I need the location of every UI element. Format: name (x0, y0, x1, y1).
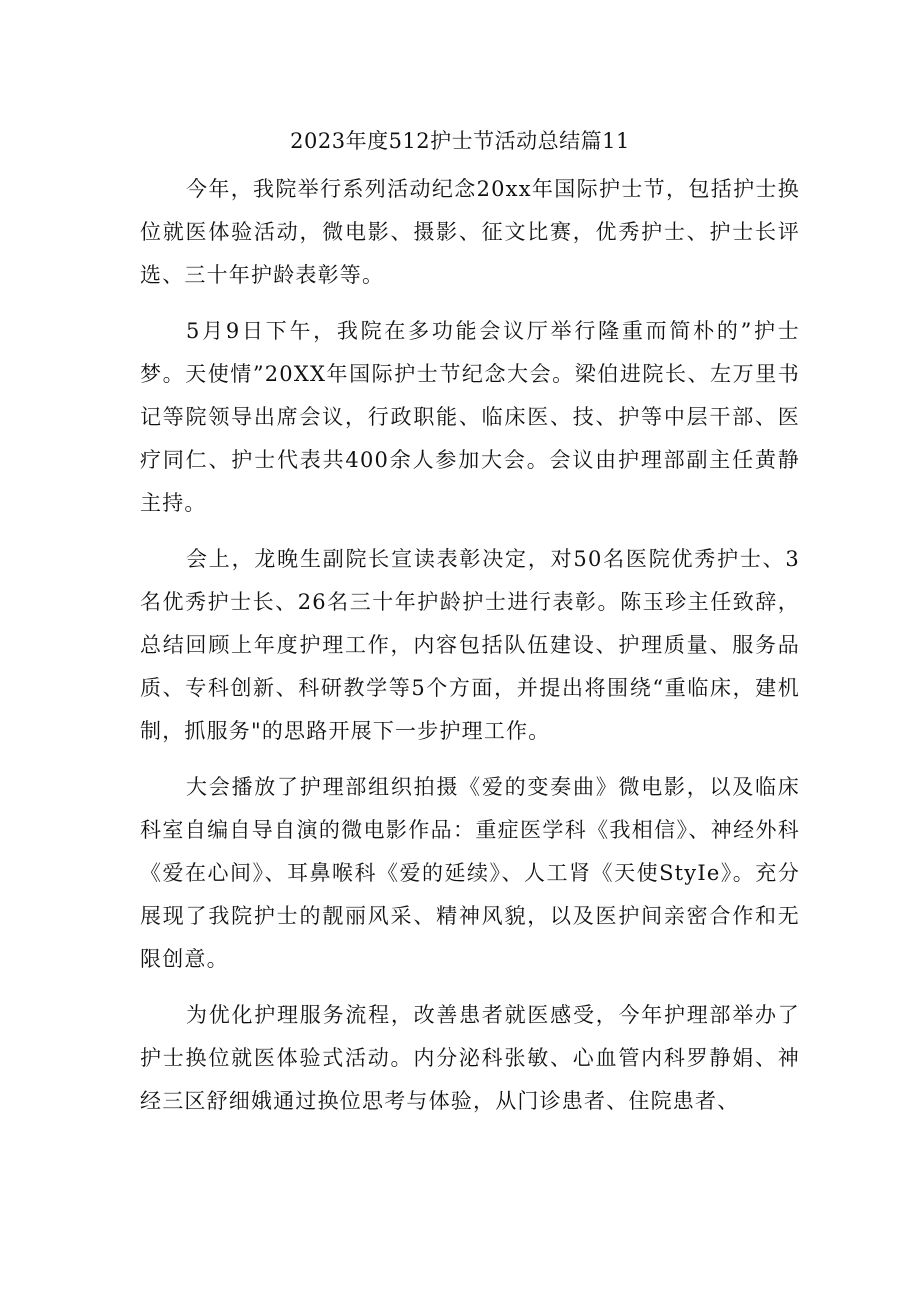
document-title: 2023年度512护士节活动总结篇11 (290, 129, 630, 153)
paragraph-3: 会上，龙晚生副院长宣读表彰决定，对50名医院优秀护士、3名优秀护士长、26名三十年护龄护士进行表彰。陈玉珍主任致辞，总结回顾上年度护理工作，内容包括队伍建设、护理质量、服务品质、专科创新、科研教学等5个方面，并提出将围绕“重临床，建机制，抓服务"的思路开展下一步护理工作。 (140, 547, 800, 743)
document-body (140, 168, 800, 1136)
paragraph-4: 大会播放了护理部组织拍摄《爱的变奏曲》微电影，以及临床科室自编自导自演的微电影作品：重症医学科《我相信》、神经外科《爱在心间》、耳鼻喉科《爱的延续》、人工肾《天使StyIe》。充分展现了我院护士的靓丽风采、精神风貌，以及医护间亲密合作和无限创意。 (140, 775, 800, 971)
paragraph-2: 5月9日下午，我院在多功能会议厅举行隆重而简朴的”护士梦。天使情”20XX年国际护士节纪念大会。梁伯进院长、左万里书记等院领导出席会议，行政职能、临床医、技、护等中层干部、医疗同仁、护士代表共400余人参加大会。会议由护理部副主任黄静主持。 (140, 319, 800, 515)
paragraph-5: 为优化护理服务流程，改善患者就医感受，今年护理部举办了护士换位就医体验式活动。内分泌科张敏、心血管内科罗静娟、神经三区舒细娥通过换位思考与体验，从门诊患者、住院患者、 (140, 1003, 800, 1113)
paragraph-1: 今年，我院举行系列活动纪念20xx年国际护士节，包括护士换位就医体验活动，微电影、摄影、征文比赛，优秀护士、护士长评选、三十年护龄表彰等。 (140, 177, 800, 287)
